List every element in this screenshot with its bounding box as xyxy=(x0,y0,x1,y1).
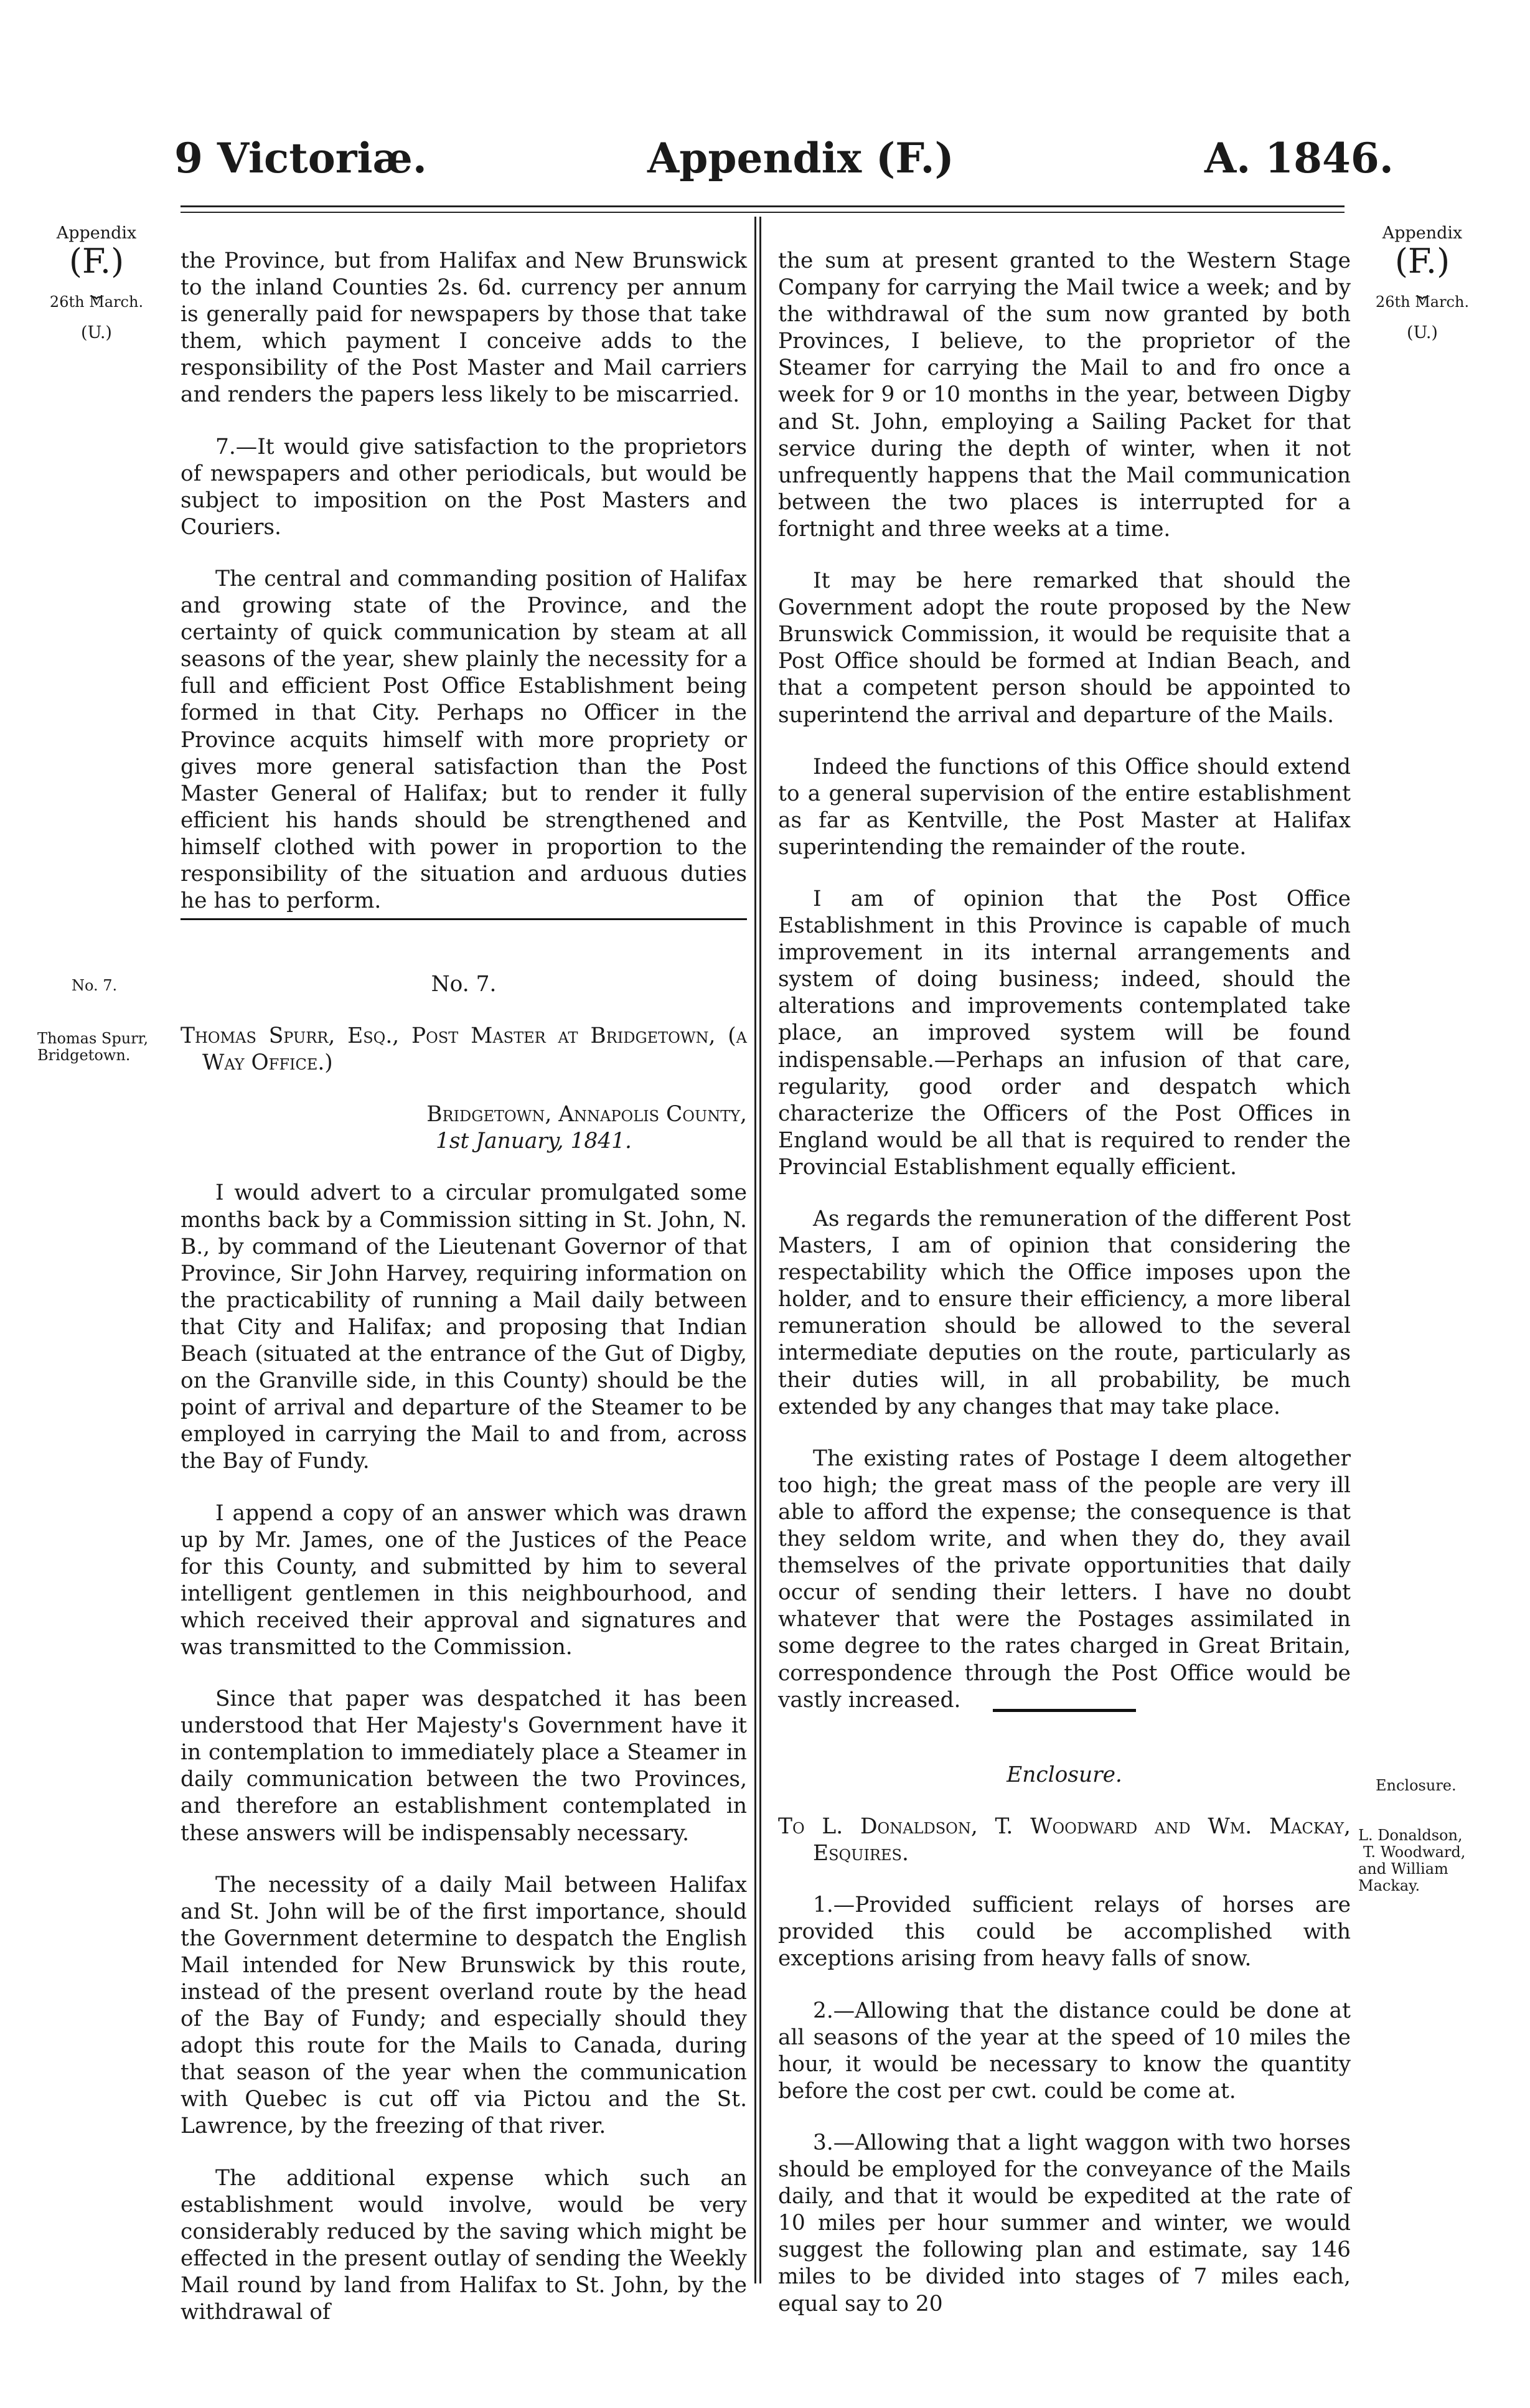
left-p8: The additional expense which such an establishment would involve, would be very considerably reduced by the saving which might be effected in the present outlay of sending the Weekly Mail round by land from Halifax to St. John, by the withdrawal of xyxy=(181,2165,747,2325)
enclosure-item-1: 1.—Provided sufficient relays of horses are provided this could be accomplished with exceptions arising from heavy falls of snow. xyxy=(778,1893,1351,1972)
margin-names-1: L. Donaldson, xyxy=(1358,1827,1463,1844)
margin-name-1: Thomas Spurr, xyxy=(37,1030,149,1047)
margin-brace-r: ⏟ xyxy=(1416,275,1429,298)
right-p5: As regards the remuneration of the different Post Masters, I am of opinion that considering the respectability which the Office imposes upon the holder, and to ensure their efficiency, a more liberal remuneration should be allowed to the several intermediate deputies on the route, particularly as their duties will, in all probability, be much extended by any changes that may take place. xyxy=(778,1206,1351,1419)
enclosure-heading-text: Enclosure. xyxy=(1007,1762,1122,1787)
enclosure-item-2: 2.—Allowing that the distance could be done at all seasons of the year at the speed of 10 miles the hour, it would be necessary to know the quantity before the cost per cwt. could be come at. xyxy=(778,1998,1351,2104)
margin-name xyxy=(37,1030,162,1064)
margin-right-appendix xyxy=(1366,224,1478,342)
margin-date-r: 26th March. xyxy=(1375,293,1470,311)
section-rule xyxy=(181,918,747,920)
margin-names-3: and William xyxy=(1358,1860,1448,1878)
margin-appendix-letter: (F.) xyxy=(68,242,124,281)
margin-brace: ⏟ xyxy=(90,275,103,298)
left-p7: The necessity of a daily Mail between Halifax and St. John will be of the first importance, should the Government determine to despatch the English Mail intended for New Brunswick by this route, instead of the present overland route by the head of the Bay of Fundy; and especially should they adopt this route for the Mails to Canada, during that season of the year when the communication with Quebec is cut off via Pictou and the St. Lawrence, by the freezing of that river. xyxy=(181,1872,747,2139)
margin-no7: No. 7. xyxy=(72,977,118,994)
margin-date: 26th March. xyxy=(49,293,144,311)
left-column-top xyxy=(181,248,747,939)
left-p1: the Province, but from Halifax and New Brunswick to the inland Counties 2s. 6d. currency per annum is generally paid for newspapers by those that take them, which payment I conceive adds to the responsibility of the Post Master and Mail carriers and renders the papers less likely to be miscarried. xyxy=(181,248,747,408)
margin-enclosure: Enclosure. xyxy=(1376,1777,1457,1794)
margin-appendix-label: Appendix xyxy=(56,223,137,243)
enclosure-to: To L. Donaldson, T. Woodward and Wm. Mackay, Esquires. xyxy=(778,1814,1351,1866)
header-title: Appendix (F.) xyxy=(647,134,954,182)
enclosure-heading xyxy=(778,1762,1351,1789)
enclosure-section xyxy=(778,1762,1351,2343)
doc-number: No. 7. xyxy=(431,972,497,997)
right-p4: I am of opinion that the Post Office Establishment in this Province is capable of much improvement in its internal arrangements and system of doing business; indeed, should the alterations and improvements contemplated take place, an improved system will be found indispensable.—Perhaps an infusion of that care, regularity, good order and despatch which characterize the Officers of the Post Offices in England would be all that is required to render the Provincial Establishment equally efficient. xyxy=(778,886,1351,1180)
left-p2: 7.—It would give satisfaction to the proprietors of newspapers and other periodicals, but would be subject to imposition on the Post Masters and Couriers. xyxy=(181,434,747,540)
margin-names-2: T. Woodward, xyxy=(1363,1843,1466,1861)
margin-appendix-letter-r: (F.) xyxy=(1394,242,1450,281)
right-p1: the sum at present granted to the Western Stage Company for carrying the Mail twice a week; and by the withdrawal of the sum now granted by both Provinces, I believe, to the proprietor of the Steamer for carrying the Mail to and fro once a week for 9 or 10 months in the year, between Digby and St. John, employing a Sailing Packet for that service during the depth of winter, when it not unfrequently happens that the Mail communication between the two places is interrupted for a fortnight and three weeks at a time. xyxy=(778,248,1351,542)
margin-names xyxy=(1358,1827,1483,1894)
place-line: Bridgetown, Annapolis County, xyxy=(426,1102,747,1127)
date-text: 1st January, 1841. xyxy=(436,1129,632,1154)
column-divider-2 xyxy=(759,217,761,2283)
top-rule-thin xyxy=(181,212,1345,213)
left-column-lower xyxy=(181,971,747,2351)
margin-sub: (U.) xyxy=(81,323,112,342)
date-line xyxy=(181,1128,747,1155)
addressee-text: Thomas Spurr, Esq., Post Master at Bridgetown, (a Way Office.) xyxy=(181,1023,747,1076)
enclosure-item-3: 3.—Allowing that a light waggon with two horses should be employed for the conveyance of the Mails daily, and that it would be expedited at the rate of 10 miles per hour summer and winter, we would suggest the following plan and estimate, say 146 miles to be divided into stages of 7 miles each, equal say to 20 xyxy=(778,2130,1351,2316)
column-divider xyxy=(754,217,756,2283)
margin-appendix-label-r: Appendix xyxy=(1382,223,1463,243)
left-p6: Since that paper was despatched it has been understood that Her Majesty's Government have it in contemplation to immediately place a Steamer in daily communication between the two Provinces, and therefore an establishment contemplated in these answers will be indispensably necessary. xyxy=(181,1686,747,1846)
top-rule xyxy=(181,205,1345,207)
right-p3: Indeed the functions of this Office should extend to a general supervision of the entire establishment as far as Kentville, the Post Master at Halifax superintending the remainder of the route. xyxy=(778,754,1351,860)
right-p6: The existing rates of Postage I deem altogether too high; the great mass of the people are very ill able to afford the expense; the consequence is that they seldom write, and when they do, they avail themselves of the private opportunities that daily occur of sending their letters. I have no doubt whatever that were the Postages assimilated in some degree to the rates charged in Great Britain, correspondence through the Post Office would be vastly increased. xyxy=(778,1446,1351,1713)
enclosure-rule xyxy=(993,1709,1136,1712)
left-p4: I would advert to a circular promulgated some months back by a Commission sitting in St. John, N. B., by command of the Lieutenant Governor of that Province, Sir John Harvey, requiring information on the practicability of running a Mail daily between that City and Halifax; and proposing that Indian Beach (situated at the entrance of the Gut of Digby, on the Granville side, in this County) should be the point of arrival and departure of the Steamer to be employed in carrying the Mail to and from, across the Bay of Fundy. xyxy=(181,1180,747,1474)
left-p5: I append a copy of an answer which was drawn up by Mr. James, one of the Justices of the Peace for this County, and submitted by him to several intelligent gentlemen in this neighbourhood, and which received their approval and signatures and was transmitted to the Commission. xyxy=(181,1500,747,1660)
margin-sub-r: (U.) xyxy=(1407,323,1438,342)
header-volume: 9 Victoriæ. xyxy=(174,134,427,182)
margin-left-appendix xyxy=(40,224,153,342)
margin-name-2: Bridgetown. xyxy=(37,1046,131,1064)
margin-names-4: Mackay. xyxy=(1358,1877,1420,1894)
right-column xyxy=(778,248,1351,1739)
header-year: A. 1846. xyxy=(1204,134,1394,182)
addressee xyxy=(181,1023,747,1076)
left-p3: The central and commanding position of Halifax and growing state of the Province, and the certainty of quick communication by steam at all seasons of the year, shew plainly the necessity for a full and efficient Post Office Establishment being formed in that City. Perhaps no Officer in the Province acquits himself with more propriety or gives more general satisfaction than the Post Master General of Halifax; but to render it fully efficient his hands should be strengthened and himself clothed with power in proportion to the responsibility of the situation and arduous duties he has to perform. xyxy=(181,566,747,914)
right-p2: It may be here remarked that should the Government adopt the route proposed by the New Brunswick Commission, it would be requisite that a Post Office should be formed at Indian Beach, and that a competent person should be appointed to superintend the arrival and departure of the Mails. xyxy=(778,568,1351,728)
